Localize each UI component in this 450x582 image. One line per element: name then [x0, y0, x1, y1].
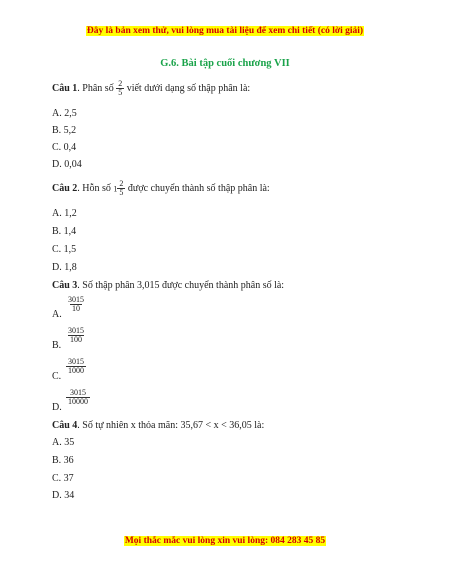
fraction-denominator: 10: [72, 304, 80, 314]
fraction-numerator: 2: [118, 79, 123, 88]
question-3-option-d-letter: D.: [52, 402, 62, 413]
fraction-numerator: 3015: [68, 326, 84, 335]
fraction-numerator: 3015: [70, 388, 86, 397]
question-3-option-c-letter: C.: [52, 371, 62, 382]
question-1: [52, 80, 250, 98]
question-1-option-b: B. 5,2: [52, 125, 77, 136]
question-3-text: . Số thập phân 3,015 được chuyển thành phân số là:: [77, 280, 285, 291]
question-4-option-b: B. 36: [52, 455, 74, 466]
document-title: G.6. Bài tập cuối chương VII: [160, 58, 290, 69]
question-1-text-before: . Phân số: [77, 83, 117, 95]
question-4-label: Câu 4: [52, 420, 78, 431]
question-4-text: . Số tự nhiên x thỏa mãn: 35,67 < x < 36,05 là:: [77, 420, 265, 431]
fraction-denominator: 1000: [68, 366, 84, 376]
question-3: [52, 280, 284, 291]
question-2-option-b: B. 1,4: [52, 226, 77, 237]
question-2-option-a: A. 1,2: [52, 208, 77, 219]
fraction-2-5: [116, 80, 124, 98]
question-4-option-c: C. 37: [52, 473, 74, 484]
preview-notice-banner: [0, 26, 450, 36]
question-3-option-a-letter: A.: [52, 309, 62, 320]
question-2-option-d: D. 1,8: [52, 262, 77, 273]
question-2-label: Câu 2: [52, 183, 78, 195]
question-4-option-d: D. 34: [52, 490, 75, 501]
preview-notice-text: Đây là bản xem thử, vui lòng mua tài liệu để xem chi tiết (có lời giải): [86, 26, 364, 36]
question-2-text-before: . Hỗn số: [77, 183, 114, 195]
question-2: [52, 180, 270, 198]
question-4: [52, 420, 264, 431]
question-3-option-d-fraction: [66, 389, 90, 407]
question-1-text-after: viết dưới dạng số thập phân là:: [124, 83, 251, 95]
question-2-text-after: được chuyển thành số thập phân là:: [125, 183, 270, 195]
question-2-option-c: C. 1,5: [52, 244, 77, 255]
question-1-option-c: C. 0,4: [52, 142, 77, 153]
fraction-numerator: 2: [119, 179, 124, 188]
question-3-label: Câu 3: [52, 280, 78, 291]
fraction-denominator: 10000: [68, 397, 88, 407]
question-1-option-d: D. 0,04: [52, 159, 82, 170]
fraction-denominator: 100: [70, 335, 82, 345]
question-4-option-a: A. 35: [52, 437, 75, 448]
fraction-denominator: 5: [119, 188, 124, 198]
mixed-number-whole: 1: [113, 184, 118, 194]
question-3-option-c-fraction: [66, 358, 86, 376]
fraction-numerator: 3015: [68, 295, 84, 304]
question-3-option-b-fraction: [66, 327, 86, 345]
question-1-option-a: A. 2,5: [52, 108, 77, 119]
question-3-option-b-letter: B.: [52, 340, 62, 351]
question-1-label: Câu 1: [52, 83, 78, 95]
question-3-option-a-fraction: [66, 296, 86, 314]
contact-notice-text: Mọi thắc mắc vui lòng xin vui lòng: 084 283 45 85: [124, 536, 326, 546]
contact-notice-banner: [0, 536, 450, 546]
fraction-denominator: 5: [118, 88, 123, 98]
fraction-numerator: 3015: [68, 357, 84, 366]
